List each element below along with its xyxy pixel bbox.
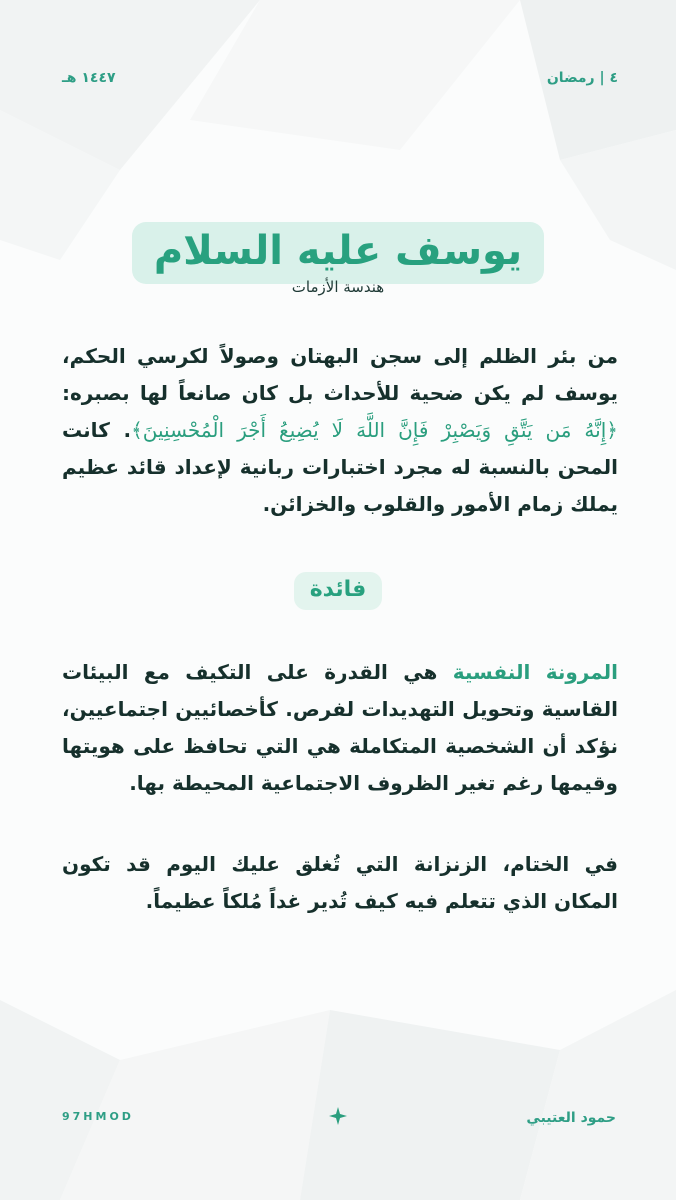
benefit-area [0,572,676,610]
author-handle: 97HMOD [62,1110,134,1123]
date-year: ١٤٤٧ هـ [62,70,116,86]
closing-paragraph: في الختام، الزنزانة التي تُغلق عليك اليوم قد تكون المكان الذي تتعلم فيه كيف تُدير غداً مُلكاً عظيماً. [62,852,618,913]
title-area [0,222,676,284]
sparkle-icon [329,1107,347,1125]
benefit-label: فائدة [294,572,383,610]
benefit-text: هي القدرة على التكيف مع البيئات القاسية وتحويل التهديدات لفرص. كأخصائيين اجتماعيين، نؤكد أن الشخصية المتكاملة هي التي تحافظ على هويتها وقيمها رغم تغير الظروف الاجتماعية المحيطة بها. [62,660,618,795]
intro-paragraph [62,338,618,523]
author-name: حمود العتيبي [526,1110,616,1126]
benefit-highlight: المرونة النفسية [452,660,618,684]
page-title: يوسف عليه السلام [132,222,544,284]
intro-text-before: من بئر الظلم إلى سجن البهتان وصولاً لكرسي الحكم، يوسف لم يكن ضحية للأحداث بل كان صانعاً لها بصبره: [62,344,618,405]
page-subtitle: هندسة الأزمات [291,278,385,296]
intro-text-after: . كانت المحن بالنسبة له مجرد اختبارات ربانية لإعداد قائد عظيم يملك زمام الأمور والقلوب والخزائن. [62,418,618,516]
date-day: ٤ | رمضان [546,70,618,86]
quran-verse: ﴿إِنَّهُ مَن يَتَّقِ وَيَصْبِرْ فَإِنَّ اللَّهَ لَا يُضِيعُ أَجْرَ الْمُحْسِنِينَ﴾ [131,418,618,442]
benefit-paragraph [62,654,618,802]
